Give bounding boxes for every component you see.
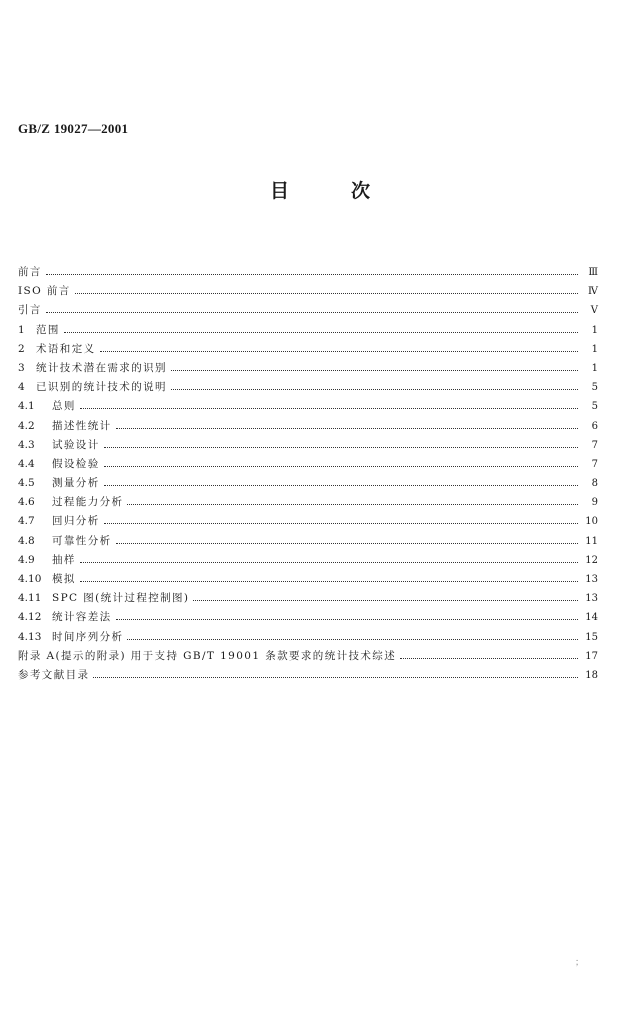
toc-leader-dots — [104, 511, 578, 524]
toc-leader-dots — [46, 300, 578, 313]
toc-leader-dots — [171, 358, 578, 371]
toc-entry-page: 17 — [585, 650, 598, 662]
toc-entry-label: 统计容差法 — [52, 611, 112, 624]
toc-entry-number: 4.10 — [18, 573, 42, 585]
toc-leader-dots — [80, 396, 578, 409]
toc-entry-label: SPC 图(统计过程控制图) — [52, 592, 190, 605]
toc-leader-dots — [400, 646, 578, 659]
toc-entry-page: Ⅳ — [588, 286, 598, 298]
toc-entry-page: 5 — [591, 401, 598, 413]
toc-entry-number: 4.5 — [18, 477, 35, 490]
toc-entry-number: 4.8 — [18, 534, 35, 547]
toc-entry-number: 4.13 — [18, 630, 42, 643]
toc-entry-page: 1 — [591, 343, 598, 355]
toc-entry[interactable] — [18, 262, 598, 281]
toc-entry[interactable] — [18, 339, 598, 358]
toc-entry-number: 4.11 — [18, 592, 42, 605]
toc-entry-page: 13 — [585, 593, 598, 605]
toc-entry[interactable] — [18, 358, 598, 377]
toc-entry-number: 4.3 — [18, 438, 35, 451]
toc-entry-page: 13 — [585, 574, 598, 585]
toc-leader-dots — [80, 550, 578, 563]
toc-entry-number: 4.9 — [18, 553, 35, 566]
toc-leader-dots — [93, 665, 578, 678]
toc-entry-label: 术语和定义 — [36, 342, 96, 355]
toc-entry-number: 4.12 — [18, 611, 42, 624]
toc-entry-label: 参考文献目录 — [18, 668, 90, 681]
toc-entry[interactable] — [18, 435, 598, 454]
toc-leader-dots — [193, 588, 578, 601]
page-title: 目次 — [269, 180, 432, 202]
toc-entry-page: 14 — [585, 612, 598, 624]
toc-leader-dots — [80, 569, 578, 582]
toc-leader-dots — [100, 339, 579, 352]
toc-entry-label: 范围 — [36, 323, 60, 336]
toc-entry-label: 附录 A(提示的附录) 用于支持 GB/T 19001 条款要求的统计技术综述 — [18, 649, 397, 662]
toc-entry-label: 描述性统计 — [52, 419, 112, 432]
toc-leader-dots — [104, 454, 578, 467]
toc-entry-label: 可靠性分析 — [52, 534, 112, 547]
toc-entry-page: 5 — [591, 382, 598, 394]
toc-entry[interactable] — [18, 320, 598, 339]
toc-entry-number: 1 — [18, 323, 25, 336]
toc-entry[interactable] — [18, 646, 598, 665]
toc-entry-label: 时间序列分析 — [52, 630, 124, 643]
toc-entry[interactable] — [18, 377, 598, 396]
toc-entry-number: 3 — [18, 361, 25, 374]
toc-leader-dots — [116, 531, 579, 544]
toc-entry-page: 8 — [591, 478, 598, 490]
toc-entry-page: 9 — [591, 497, 598, 509]
page-corner-mark: ； — [575, 958, 585, 968]
toc-entry-label: 前言 — [18, 266, 42, 278]
toc-entry-label: 统计技术潜在需求的识别 — [36, 361, 167, 374]
toc-entry-page: Ⅴ — [590, 305, 598, 317]
table-of-contents — [18, 262, 598, 684]
toc-entry[interactable] — [18, 281, 598, 300]
toc-entry-label: ISO 前言 — [18, 285, 71, 298]
toc-entry-label: 测量分析 — [52, 477, 100, 490]
toc-entry-page: 7 — [591, 439, 598, 451]
toc-entry[interactable] — [18, 550, 598, 569]
toc-entry-number: 4 — [18, 381, 25, 394]
toc-entry-label: 试验设计 — [52, 438, 100, 451]
toc-entry-label: 抽样 — [52, 553, 76, 566]
toc-leader-dots — [75, 281, 578, 294]
toc-entry-label: 引言 — [18, 304, 42, 317]
toc-leader-dots — [104, 473, 578, 486]
toc-entry-page: 18 — [585, 669, 598, 681]
toc-leader-dots — [104, 435, 578, 448]
toc-entry-page: Ⅲ — [588, 267, 598, 278]
toc-entry-label: 回归分析 — [52, 515, 100, 528]
toc-entry[interactable] — [18, 416, 598, 435]
toc-leader-dots — [46, 262, 578, 275]
toc-entry[interactable] — [18, 511, 598, 530]
toc-entry-number: 4.4 — [18, 457, 35, 470]
toc-entry-page: 7 — [591, 458, 598, 470]
toc-entry[interactable] — [18, 492, 598, 511]
toc-leader-dots — [127, 627, 578, 640]
toc-entry-number: 4.1 — [18, 400, 35, 413]
toc-leader-dots — [127, 492, 578, 505]
toc-entry[interactable] — [18, 531, 598, 550]
toc-entry-page: 12 — [585, 554, 598, 566]
toc-entry-label: 过程能力分析 — [52, 496, 124, 509]
toc-entry[interactable] — [18, 569, 598, 588]
toc-entry-page: 10 — [585, 516, 598, 528]
toc-entry-number: 2 — [18, 342, 25, 355]
toc-entry-page: 1 — [591, 324, 598, 336]
toc-entry[interactable] — [18, 665, 598, 684]
toc-entry-page: 15 — [585, 631, 598, 643]
toc-entry[interactable] — [18, 627, 598, 646]
toc-entry-number: 4.7 — [18, 515, 35, 528]
toc-entry-label: 模拟 — [52, 573, 76, 585]
document-code: GB/Z 19027—2001 — [18, 121, 129, 136]
toc-entry[interactable] — [18, 396, 598, 415]
toc-entry-label: 假设检验 — [52, 457, 100, 470]
toc-entry-number: 4.2 — [18, 419, 35, 432]
toc-leader-dots — [171, 377, 578, 390]
toc-entry-page: 6 — [591, 420, 598, 432]
toc-leader-dots — [116, 416, 579, 429]
toc-entry[interactable] — [18, 588, 598, 607]
toc-leader-dots — [116, 607, 579, 620]
toc-entry-label: 已识别的统计技术的说明 — [36, 381, 167, 394]
toc-leader-dots — [64, 320, 578, 333]
toc-entry-page: 11 — [585, 535, 598, 547]
toc-entry-page: 1 — [591, 362, 598, 374]
toc-entry-number: 4.6 — [18, 496, 35, 509]
toc-entry[interactable] — [18, 607, 598, 626]
toc-entry[interactable] — [18, 300, 598, 319]
toc-entry-label: 总则 — [52, 400, 76, 413]
toc-entry[interactable] — [18, 454, 598, 473]
toc-entry[interactable] — [18, 473, 598, 492]
